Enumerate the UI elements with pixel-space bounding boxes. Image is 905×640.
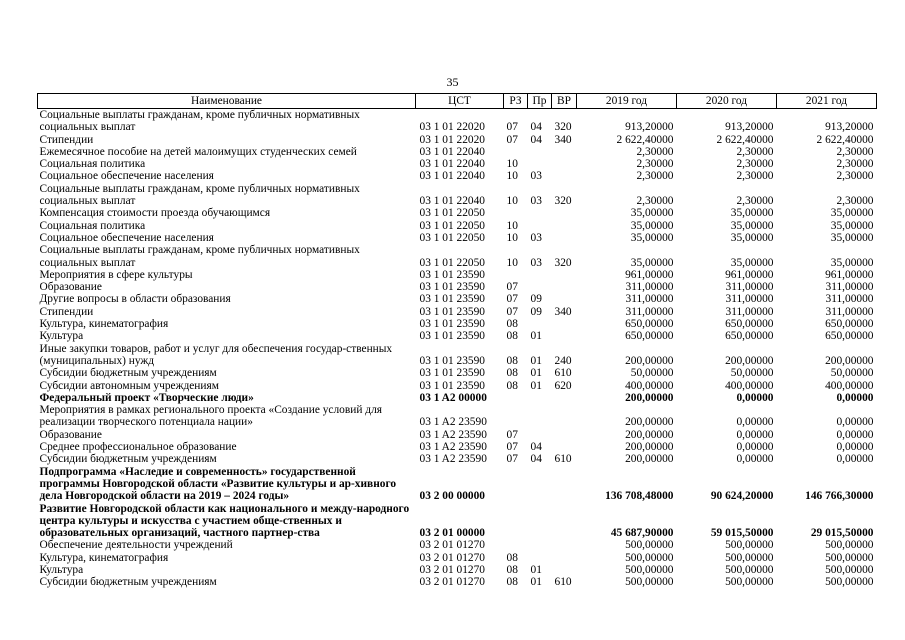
cell-rz — [504, 207, 528, 219]
cell-cst: 03 1 01 22050 — [419, 256, 485, 269]
cell-2020: 500,00000 — [725, 539, 774, 552]
cell-cst: 03 2 01 00000 — [419, 527, 485, 540]
cell-rz — [504, 539, 528, 551]
cell-name: Стипендии — [39, 305, 94, 318]
cell-pr: 01 — [530, 354, 542, 367]
cell-2020: 0,00000 — [736, 416, 774, 429]
table-row — [38, 318, 877, 330]
cell-name: Культура — [39, 563, 84, 576]
table-row — [38, 552, 877, 564]
cell-2020: 2,30000 — [736, 195, 774, 208]
cell-2020: 961,00000 — [725, 268, 774, 281]
cell-cst: 03 2 01 01270 — [419, 563, 485, 576]
cell-2021: 500,00000 — [825, 551, 874, 564]
cell-2021: 29 015,50000 — [810, 527, 874, 540]
table-row — [38, 380, 877, 392]
cell-vr — [552, 392, 577, 404]
cell-pr — [528, 503, 552, 540]
cell-2020: 35,00000 — [730, 231, 774, 244]
cell-vr — [552, 207, 577, 219]
cell-vr — [552, 330, 577, 342]
table-row — [38, 170, 877, 182]
cell-rz: 07 — [506, 133, 518, 146]
cell-pr — [528, 318, 552, 330]
cell-cst: 03 1 01 23590 — [419, 330, 485, 343]
cell-name: Субсидии бюджетным учреждениям — [39, 367, 217, 380]
cell-vr: 340 — [554, 305, 572, 318]
cell-2021: 146 766,30000 — [805, 490, 874, 503]
header-2021: 2021 год — [777, 94, 877, 109]
table-row — [38, 367, 877, 379]
cell-2021: 500,00000 — [825, 576, 874, 589]
cell-2021: 35,00000 — [830, 219, 874, 232]
cell-name: Среднее профессиональное образование — [39, 441, 237, 454]
table-row — [38, 539, 877, 551]
cell-name: Социальное обеспечение населения — [39, 170, 214, 183]
cell-2021: 2,30000 — [836, 158, 874, 171]
cell-2021: 35,00000 — [830, 207, 874, 220]
cell-2021: 311,00000 — [825, 293, 874, 306]
cell-2020: 400,00000 — [725, 379, 774, 392]
cell-2020: 2,30000 — [736, 158, 774, 171]
cell-vr: 320 — [554, 195, 572, 208]
table-row — [38, 146, 877, 158]
cell-vr — [552, 318, 577, 330]
cell-2019: 400,00000 — [625, 379, 674, 392]
table-row — [38, 158, 877, 170]
cell-name: Федеральный проект «Творческие люди» — [39, 391, 254, 404]
cell-2019: 2,30000 — [636, 195, 674, 208]
cell-name: Субсидии бюджетным учреждениям — [39, 453, 217, 466]
cell-rz — [504, 503, 528, 540]
cell-2019: 311,00000 — [625, 293, 674, 306]
cell-pr — [528, 146, 552, 158]
cell-2020: 500,00000 — [725, 576, 774, 589]
cell-cst: 03 1 A2 00000 — [419, 391, 487, 404]
cell-2019: 45 687,90000 — [610, 527, 674, 540]
cell-vr — [552, 441, 577, 453]
cell-name: Ежемесячное пособие на детей малоимущих студенческих семей — [39, 145, 357, 158]
cell-2019: 2,30000 — [636, 170, 674, 183]
cell-2020: 650,00000 — [725, 318, 774, 331]
cell-rz: 08 — [506, 354, 518, 367]
cell-rz: 10 — [506, 231, 518, 244]
cell-vr — [552, 158, 577, 170]
table-row — [38, 306, 877, 318]
cell-pr: 01 — [530, 367, 542, 380]
cell-rz: 10 — [506, 170, 518, 183]
cell-2019: 35,00000 — [630, 231, 674, 244]
cell-pr — [528, 158, 552, 170]
cell-2019: 650,00000 — [625, 318, 674, 331]
cell-rz: 07 — [506, 305, 518, 318]
cell-2020: 2,30000 — [736, 170, 774, 183]
header-cst: ЦСТ — [416, 94, 504, 109]
cell-name: Культура, кинематография — [39, 318, 169, 331]
cell-rz: 10 — [506, 219, 518, 232]
cell-2020: 650,00000 — [725, 330, 774, 343]
cell-2020: 311,00000 — [725, 305, 774, 318]
cell-2020: 0,00000 — [736, 453, 774, 466]
cell-pr: 04 — [530, 121, 542, 134]
cell-2021: 0,00000 — [836, 428, 874, 441]
table-row — [38, 244, 877, 269]
cell-name: Субсидии бюджетным учреждениям — [39, 576, 217, 589]
page-number: 35 — [446, 75, 459, 89]
cell-cst: 03 2 00 00000 — [419, 490, 485, 503]
cell-rz — [504, 269, 528, 281]
cell-2021: 2,30000 — [836, 145, 874, 158]
cell-2021: 35,00000 — [830, 231, 874, 244]
table-row — [38, 134, 877, 146]
cell-vr — [552, 232, 577, 244]
table-row — [38, 429, 877, 441]
cell-vr: 610 — [554, 453, 572, 466]
cell-2021: 500,00000 — [825, 539, 874, 552]
cell-name: Образование — [39, 428, 102, 441]
cell-pr: 01 — [530, 379, 542, 392]
cell-2020: 90 624,20000 — [710, 490, 774, 503]
cell-2020: 913,20000 — [725, 121, 774, 134]
cell-name: Социальные выплаты гражданам, кроме публичных нормативных социальных выплат — [39, 244, 360, 269]
cell-cst: 03 1 01 22050 — [419, 231, 485, 244]
cell-vr — [552, 293, 577, 305]
cell-2019: 200,00000 — [625, 391, 674, 404]
cell-pr: 01 — [530, 576, 542, 589]
cell-2019: 200,00000 — [625, 354, 674, 367]
table-row — [38, 220, 877, 232]
cell-name: Социальная политика — [39, 219, 146, 232]
cell-vr — [552, 269, 577, 281]
cell-pr: 01 — [530, 563, 542, 576]
cell-cst: 03 1 A2 23590 — [419, 453, 487, 466]
cell-2021: 650,00000 — [825, 318, 874, 331]
cell-name: Мероприятия в сфере культуры — [39, 268, 193, 281]
cell-cst: 03 1 01 23590 — [419, 379, 485, 392]
cell-2020: 0,00000 — [736, 428, 774, 441]
cell-pr: 04 — [530, 441, 542, 454]
cell-2021: 961,00000 — [825, 268, 874, 281]
cell-rz: 08 — [506, 576, 518, 589]
cell-2020: 311,00000 — [725, 281, 774, 294]
header-vr: ВР — [552, 94, 577, 109]
cell-pr: 03 — [530, 195, 542, 208]
cell-2021: 0,00000 — [836, 441, 874, 454]
cell-2019: 35,00000 — [630, 256, 674, 269]
cell-2021: 311,00000 — [825, 305, 874, 318]
cell-name: Образование — [39, 281, 102, 294]
cell-2020: 2,30000 — [736, 145, 774, 158]
cell-cst: 03 1 01 22050 — [419, 207, 485, 220]
cell-cst: 03 1 01 22040 — [419, 195, 485, 208]
cell-rz — [504, 146, 528, 158]
cell-name: Культура — [39, 330, 84, 343]
cell-rz: 07 — [506, 453, 518, 466]
cell-cst: 03 1 A2 23590 — [419, 441, 487, 454]
cell-2021: 35,00000 — [830, 256, 874, 269]
cell-pr: 03 — [530, 170, 542, 183]
cell-2019: 136 708,48000 — [605, 490, 674, 503]
cell-rz: 07 — [506, 293, 518, 306]
cell-2019: 2 622,40000 — [616, 133, 674, 146]
cell-2021: 500,00000 — [825, 563, 874, 576]
cell-2019: 35,00000 — [630, 207, 674, 220]
cell-2019: 50,00000 — [630, 367, 674, 380]
cell-name: Иные закупки товаров, работ и услуг для обеспечения государ-ственных (муниципальных) нужд — [39, 342, 393, 367]
cell-cst: 03 2 01 01270 — [419, 551, 485, 564]
cell-rz: 10 — [506, 256, 518, 269]
cell-vr: 610 — [554, 576, 572, 589]
header-rz: РЗ — [504, 94, 528, 109]
cell-name: Социальная политика — [39, 158, 146, 171]
cell-cst: 03 1 01 22020 — [419, 133, 485, 146]
cell-name: Развитие Новгородской области как национального и между-народного центра культуры и искусства с участием обще-ственных и образовательных организаций, частного партнер-ства — [39, 502, 410, 540]
cell-rz: 07 — [506, 281, 518, 294]
table-header — [38, 94, 877, 109]
cell-cst: 03 1 01 23590 — [419, 305, 485, 318]
cell-rz: 07 — [506, 441, 518, 454]
cell-2020: 500,00000 — [725, 551, 774, 564]
cell-vr — [552, 429, 577, 441]
cell-vr — [552, 281, 577, 293]
cell-cst: 03 1 01 22040 — [419, 158, 485, 171]
table-row — [38, 232, 877, 244]
cell-name: Компенсация стоимости проезда обучающимся — [39, 207, 271, 220]
cell-cst: 03 1 01 23590 — [419, 318, 485, 331]
table-row — [38, 269, 877, 281]
table-row — [38, 207, 877, 219]
cell-2019: 200,00000 — [625, 453, 674, 466]
cell-2021: 2,30000 — [836, 195, 874, 208]
cell-vr: 610 — [554, 367, 572, 380]
cell-2021: 650,00000 — [825, 330, 874, 343]
cell-cst: 03 1 A2 23590 — [419, 416, 487, 429]
header-2020: 2020 год — [677, 94, 777, 109]
cell-2019: 500,00000 — [625, 539, 674, 552]
cell-cst: 03 1 01 22050 — [419, 219, 485, 232]
cell-2021: 2,30000 — [836, 170, 874, 183]
cell-rz: 07 — [506, 121, 518, 134]
cell-name: Обеспечение деятельности учреждений — [39, 539, 233, 552]
table-row — [38, 343, 877, 368]
cell-name: Другие вопросы в области образования — [39, 293, 231, 306]
cell-cst: 03 1 A2 23590 — [419, 428, 487, 441]
cell-2021: 311,00000 — [825, 281, 874, 294]
cell-2020: 35,00000 — [730, 207, 774, 220]
table-row — [38, 404, 877, 429]
table-row — [38, 293, 877, 305]
cell-2021: 0,00000 — [836, 416, 874, 429]
cell-pr: 04 — [530, 453, 542, 466]
cell-vr — [552, 552, 577, 564]
cell-pr — [528, 281, 552, 293]
cell-2021: 50,00000 — [830, 367, 874, 380]
cell-vr — [552, 404, 577, 429]
table-row — [38, 392, 877, 404]
cell-2021: 0,00000 — [836, 453, 874, 466]
table-row — [38, 453, 877, 465]
cell-2019: 500,00000 — [625, 563, 674, 576]
cell-rz — [504, 466, 528, 503]
cell-vr: 340 — [554, 133, 572, 146]
cell-vr — [552, 220, 577, 232]
cell-pr: 09 — [530, 305, 542, 318]
cell-2019: 200,00000 — [625, 428, 674, 441]
table-row — [38, 576, 877, 588]
cell-2021: 913,20000 — [825, 121, 874, 134]
table-body — [38, 109, 877, 589]
cell-2020: 2 622,40000 — [716, 133, 774, 146]
cell-2020: 0,00000 — [736, 391, 774, 404]
cell-name: Социальное обеспечение населения — [39, 231, 214, 244]
cell-cst: 03 1 01 22040 — [419, 145, 485, 158]
cell-pr — [528, 466, 552, 503]
cell-2019: 500,00000 — [625, 551, 674, 564]
header-name: Наименование — [38, 94, 416, 109]
table-row — [38, 503, 877, 540]
cell-2020: 59 015,50000 — [710, 527, 774, 540]
cell-pr: 04 — [530, 133, 542, 146]
cell-2019: 2,30000 — [636, 158, 674, 171]
cell-pr: 03 — [530, 256, 542, 269]
cell-cst: 03 1 01 23590 — [419, 281, 485, 294]
table-row — [38, 441, 877, 453]
cell-name: Социальные выплаты гражданам, кроме публичных нормативных социальных выплат — [39, 182, 360, 208]
cell-pr — [528, 404, 552, 429]
budget-table — [37, 93, 877, 589]
cell-rz: 08 — [506, 318, 518, 331]
cell-rz — [504, 404, 528, 429]
cell-name: Культура, кинематография — [39, 551, 169, 564]
cell-2021: 200,00000 — [825, 354, 874, 367]
cell-vr — [552, 539, 577, 551]
cell-rz: 08 — [506, 330, 518, 343]
cell-2021: 400,00000 — [825, 379, 874, 392]
cell-pr — [528, 539, 552, 551]
cell-2019: 35,00000 — [630, 219, 674, 232]
cell-2019: 311,00000 — [625, 281, 674, 294]
cell-2019: 200,00000 — [625, 441, 674, 454]
cell-pr: 01 — [530, 330, 542, 343]
cell-name: Социальные выплаты гражданам, кроме публичных нормативных социальных выплат — [39, 109, 360, 134]
cell-rz: 08 — [506, 551, 518, 564]
header-pr: Пр — [528, 94, 552, 109]
cell-cst: 03 1 01 23590 — [419, 354, 485, 367]
cell-pr — [528, 220, 552, 232]
cell-2020: 200,00000 — [725, 354, 774, 367]
cell-vr — [552, 564, 577, 576]
table-row — [38, 183, 877, 208]
table-row — [38, 564, 877, 576]
cell-cst: 03 1 01 22020 — [419, 121, 485, 134]
cell-2020: 35,00000 — [730, 256, 774, 269]
cell-vr — [552, 503, 577, 540]
cell-rz: 08 — [506, 367, 518, 380]
cell-name: Стипендии — [39, 133, 94, 146]
cell-vr — [552, 170, 577, 182]
cell-name: Мероприятия в рамках регионального проекта «Создание условий для реализации творческого потенциала нации» — [39, 404, 383, 429]
cell-2019: 961,00000 — [625, 268, 674, 281]
cell-pr: 03 — [530, 231, 542, 244]
cell-rz — [504, 392, 528, 404]
cell-vr: 240 — [554, 354, 572, 367]
cell-2020: 50,00000 — [730, 367, 774, 380]
cell-2020: 500,00000 — [725, 563, 774, 576]
cell-vr: 620 — [554, 379, 572, 392]
cell-2019: 311,00000 — [625, 305, 674, 318]
table-row — [38, 109, 877, 134]
header-2019: 2019 год — [577, 94, 677, 109]
cell-cst: 03 1 01 23590 — [419, 293, 485, 306]
cell-2019: 913,20000 — [625, 121, 674, 134]
cell-cst: 03 1 01 23590 — [419, 268, 485, 281]
cell-vr — [552, 466, 577, 503]
cell-2020: 35,00000 — [730, 219, 774, 232]
cell-vr — [552, 146, 577, 158]
cell-2020: 0,00000 — [736, 441, 774, 454]
cell-2020: 311,00000 — [725, 293, 774, 306]
table-row — [38, 330, 877, 342]
cell-name: Субсидии автономным учреждениям — [39, 379, 219, 392]
cell-name: Подпрограмма «Наследие и современность» государственной программы Новгородской области «Развитие культуры и ар-хивного дела Новгородской области на 2019 – 2024 годы» — [39, 465, 397, 503]
cell-cst: 03 2 01 01270 — [419, 576, 485, 589]
cell-rz: 08 — [506, 379, 518, 392]
cell-pr — [528, 552, 552, 564]
cell-rz: 10 — [506, 158, 518, 171]
cell-2019: 2,30000 — [636, 145, 674, 158]
cell-2019: 650,00000 — [625, 330, 674, 343]
cell-pr — [528, 269, 552, 281]
table-row — [38, 466, 877, 503]
cell-vr: 320 — [554, 256, 572, 269]
cell-2019: 500,00000 — [625, 576, 674, 589]
cell-rz: 07 — [506, 428, 518, 441]
cell-pr — [528, 429, 552, 441]
cell-rz: 10 — [506, 195, 518, 208]
cell-rz: 08 — [506, 563, 518, 576]
cell-pr: 09 — [530, 293, 542, 306]
cell-cst: 03 2 01 01270 — [419, 539, 485, 552]
cell-pr — [528, 207, 552, 219]
cell-2021: 2 622,40000 — [816, 133, 874, 146]
cell-vr: 320 — [554, 121, 572, 134]
cell-cst: 03 1 01 23590 — [419, 367, 485, 380]
cell-2019: 200,00000 — [625, 416, 674, 429]
cell-cst: 03 1 01 22040 — [419, 170, 485, 183]
cell-2021: 0,00000 — [836, 391, 874, 404]
cell-pr — [528, 392, 552, 404]
table-row — [38, 281, 877, 293]
